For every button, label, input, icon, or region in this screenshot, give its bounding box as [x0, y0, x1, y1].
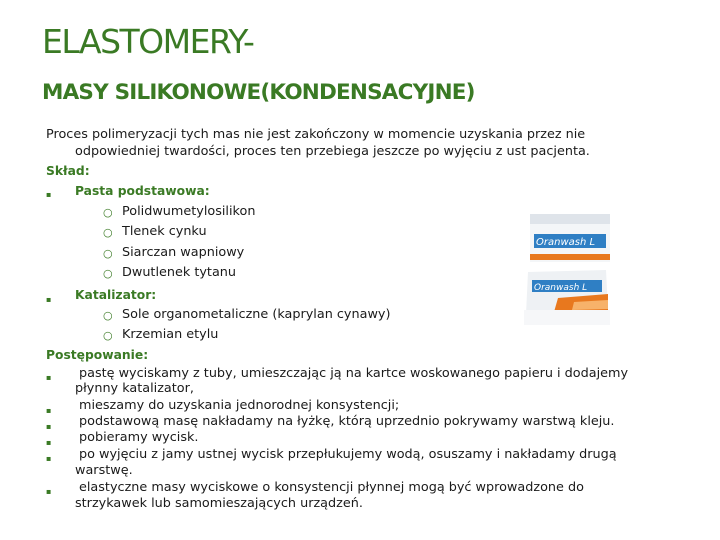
sklad-label: Skład: [46, 164, 90, 178]
product-tube-brand: Oranwash L [534, 283, 588, 293]
step-line: mieszamy do uzyskania jednorodnej konsystencji; [79, 398, 400, 413]
bullet-icon: ▪ [46, 487, 52, 496]
sub-bullet-icon: ○ [103, 206, 113, 219]
slide-title-line2: MASY SILIKONOWE(KONDENSACYJNE) [42, 80, 475, 105]
bullet-icon: ▪ [46, 295, 52, 304]
pasta-label: Pasta podstawowa: [75, 184, 210, 198]
bullet-icon: ▪ [46, 438, 52, 447]
product-brand: Oranwash L [536, 237, 596, 248]
sub-bullet-icon: ○ [103, 267, 113, 280]
step-line: warstwę. [75, 463, 133, 478]
sub-bullet-icon: ○ [103, 226, 113, 239]
step-line: elastyczne masy wyciskowe o konsystencji płynnej mogą być wprowadzone do [79, 480, 584, 495]
pasta-item: Tlenek cynku [122, 224, 207, 239]
step-line: podstawową masę nakładamy na łyżkę, którą uprzednio pokrywamy warstwą kleju. [79, 414, 615, 429]
bullet-icon: ▪ [46, 422, 52, 431]
intro-text-line1: Proces polimeryzacji tych mas nie jest zakończony w momencie uzyskania przez nie [46, 127, 586, 142]
bullet-icon: ▪ [46, 190, 52, 199]
postepowanie-label: Postępowanie: [46, 348, 149, 362]
pasta-item: Polidwumetylosilikon [122, 204, 256, 219]
bullet-icon: ▪ [46, 454, 52, 463]
katalizator-item: Sole organometaliczne (kaprylan cynawy) [122, 307, 391, 322]
step-line: pobieramy wycisk. [79, 430, 199, 445]
slide-title-line1: ELASTOMERY- [42, 22, 254, 61]
pasta-item: Siarczan wapniowy [122, 245, 245, 260]
katalizator-label: Katalizator: [75, 288, 157, 302]
bullet-icon: ▪ [46, 373, 52, 382]
bullet-icon: ▪ [46, 406, 52, 415]
step-line: płynny katalizator, [75, 381, 194, 396]
sub-bullet-icon: ○ [103, 309, 113, 322]
step-line: strzykawek lub samomieszających urządzeń. [75, 496, 363, 511]
step-line: po wyjęciu z jamy ustnej wycisk przepłukujemy wodą, osuszamy i nakładamy drugą [79, 447, 617, 462]
pasta-item: Dwutlenek tytanu [122, 265, 237, 280]
product-photo [524, 210, 610, 325]
sub-bullet-icon: ○ [103, 247, 113, 260]
katalizator-item: Krzemian etylu [122, 327, 219, 342]
step-line: pastę wyciskamy z tuby, umieszczając ją na kartce woskowanego papieru i dodajemy [79, 366, 629, 381]
sub-bullet-icon: ○ [103, 329, 113, 342]
intro-text-line2: odpowiedniej twardości, proces ten przebiega jeszcze po wyjęciu z ust pacjenta. [75, 144, 590, 159]
